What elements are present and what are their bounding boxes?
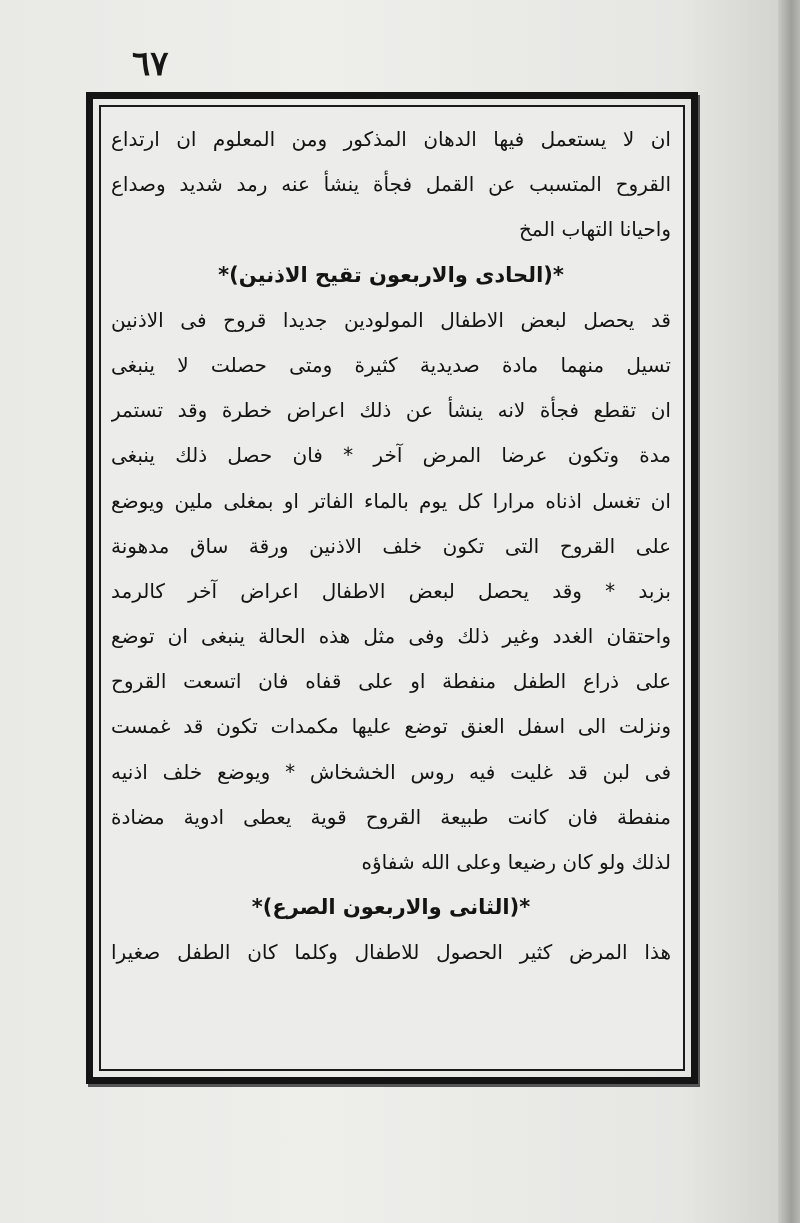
text-line: فى لبن قد غليت فيه روس الخشخاش * ويوضع خلف اذنيه bbox=[111, 759, 671, 784]
text-line: تسيل منهما مادة صديدية كثيرة ومتى حصلت لا ينبغى bbox=[111, 352, 671, 377]
text-body bbox=[111, 117, 671, 976]
text-line: قد يحصل لبعض الاطفال المولودين جديدا قروح فى الاذنين bbox=[111, 307, 671, 332]
text-frame-inner-border bbox=[99, 105, 685, 1071]
text-line: ان تقطع فجأة لانه ينشأ عن ذلك اعراض خطرة وقد تستمر bbox=[111, 398, 671, 423]
section-heading: *(الثانى والاربعون الصرع)* bbox=[251, 895, 531, 920]
text-line: القروح المتسبب عن القمل فجأة ينشأ عنه رمد شديد وصداع bbox=[111, 172, 671, 197]
text-line: بزبد * وقد يحصل لبعض الاطفال اعراض آخر كالرمد bbox=[111, 578, 671, 603]
page-gutter-shadow bbox=[778, 0, 800, 1223]
text-line: لذلك ولو كان رضيعا وعلى الله شفاؤه bbox=[361, 850, 671, 874]
text-line: ونزلت الى اسفل العنق توضع عليها مكمدات تكون قد غمست bbox=[111, 714, 671, 739]
text-line: ان تغسل اذناه مرارا كل يوم بالماء الفاتر او بمغلى ملين ويوضع bbox=[111, 488, 671, 513]
page-number: ٦٧ bbox=[132, 44, 169, 84]
text-line: واحتقان الغدد وغير ذلك وفى مثل هذه الحالة ينبغى ان توضع bbox=[111, 624, 671, 649]
text-frame bbox=[86, 92, 698, 1084]
text-line: واحيانا التهاب المخ bbox=[518, 217, 671, 242]
text-line: منفطة فان كانت طبيعة القروح قوية يعطى ادوية مضادة bbox=[111, 804, 671, 829]
text-line: مدة وتكون عرضا المرض آخر * فان حصل ذلك ينبغى bbox=[111, 443, 671, 468]
section-heading: *(الحادى والاربعون تقيح الاذنين)* bbox=[218, 262, 564, 287]
text-line: على القروح التى تكون خلف الاذنين ورقة ساق مدهونة bbox=[111, 533, 671, 558]
text-line: هذا المرض كثير الحصول للاطفال وكلما كان الطفل صغيرا bbox=[111, 940, 671, 965]
text-line: ان لا يستعمل فيها الدهان المذكور ومن المعلوم ان ارتداع bbox=[111, 127, 671, 151]
text-line: على ذراع الطفل منفطة او على قفاه فان اتسعت القروح bbox=[111, 669, 671, 694]
